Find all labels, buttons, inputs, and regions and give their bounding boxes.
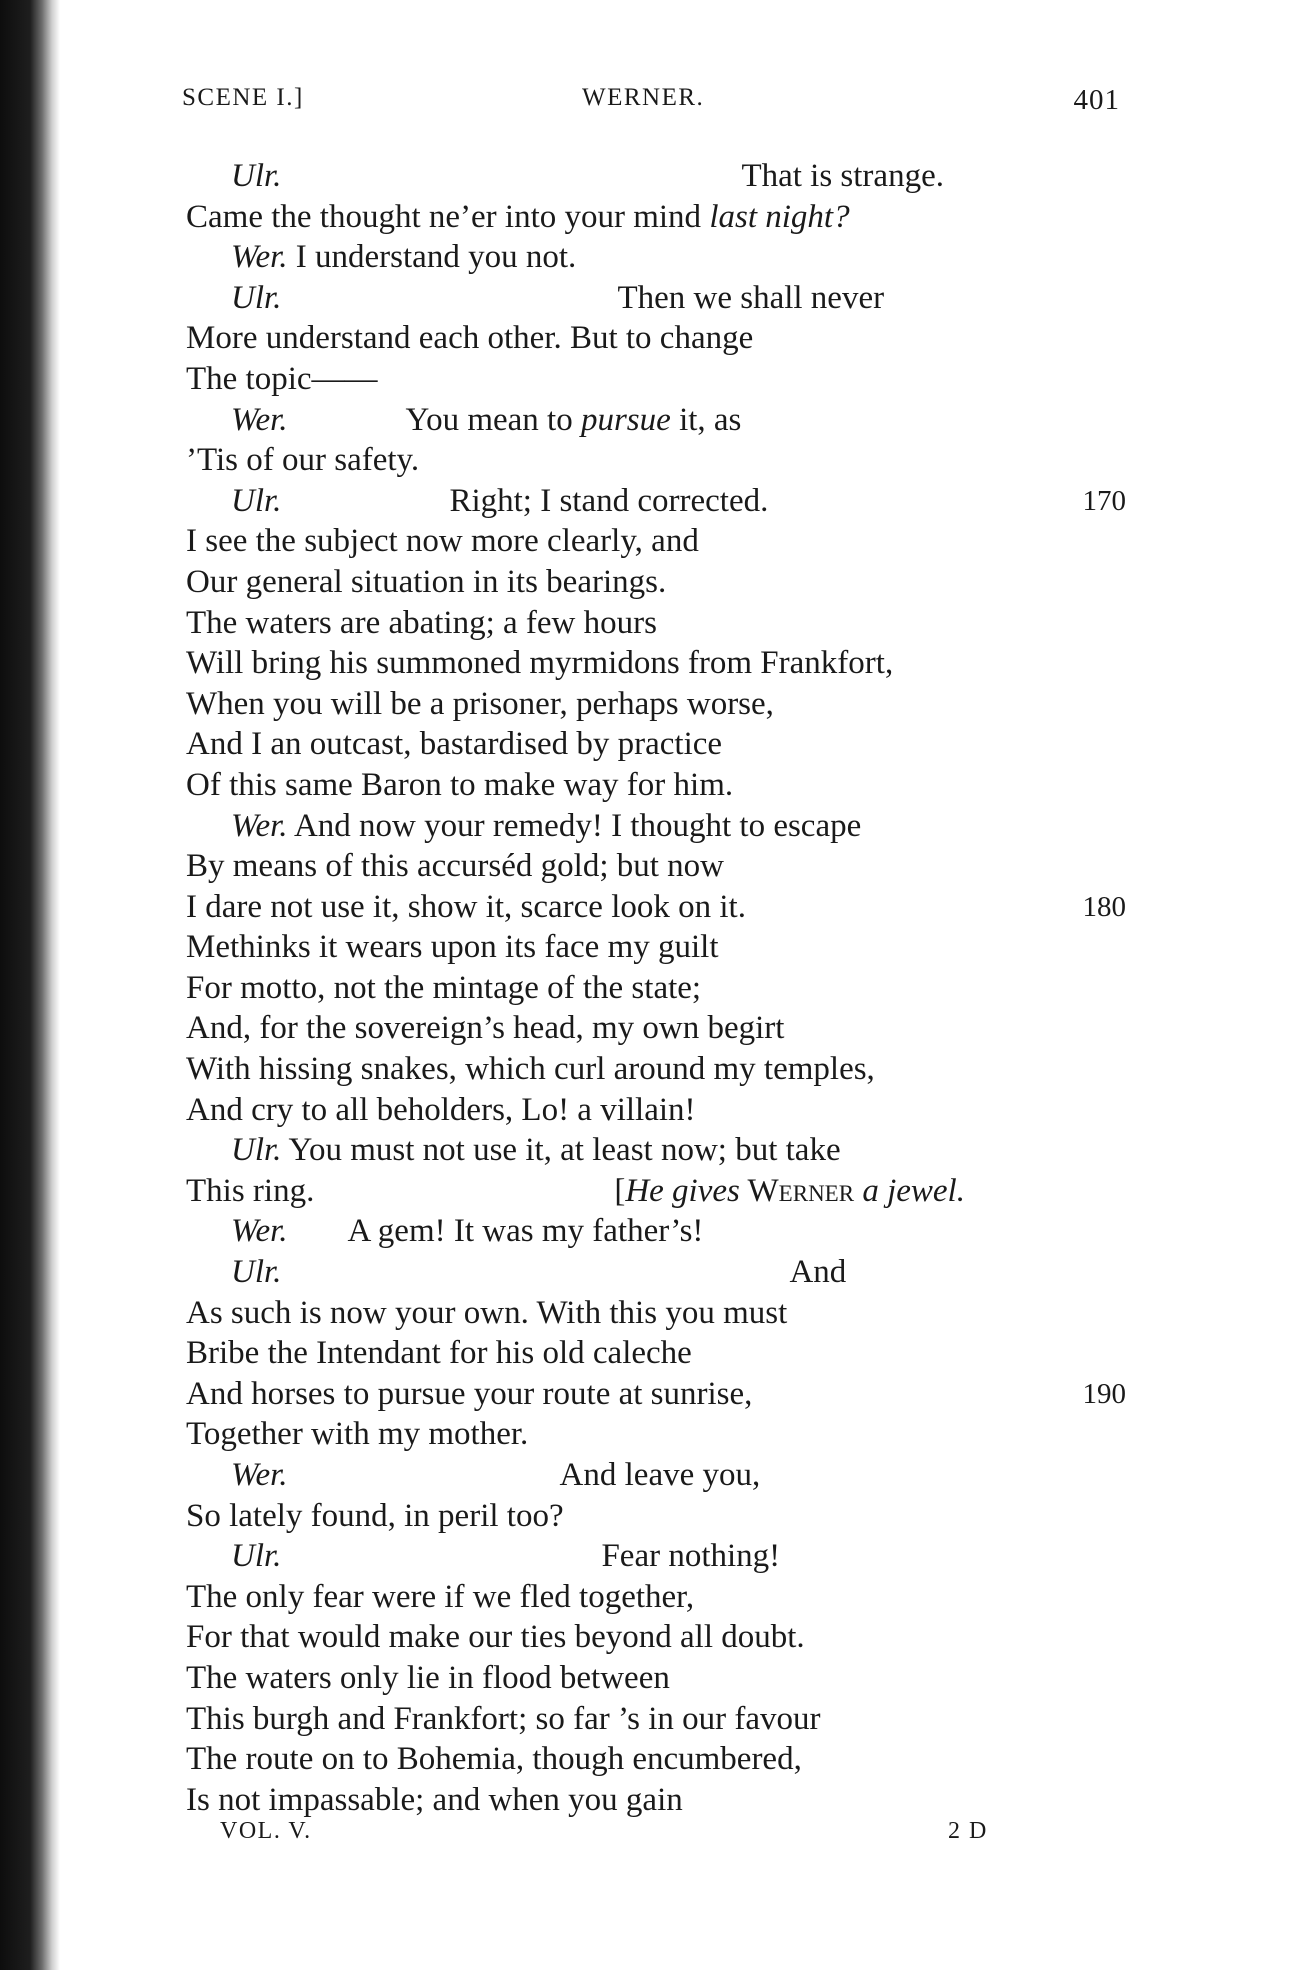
speaker: Ulr. bbox=[231, 482, 282, 519]
verse-line bbox=[186, 1617, 1126, 1658]
line-text: For that would make our ties beyond all doubt. bbox=[186, 1619, 805, 1656]
running-header bbox=[182, 84, 1120, 124]
line-text: With hissing snakes, which curl around my temples, bbox=[186, 1051, 875, 1088]
verse-line bbox=[186, 1252, 1126, 1293]
verse-line bbox=[186, 927, 1126, 968]
verse-line bbox=[186, 1130, 1126, 1171]
verse-line bbox=[186, 603, 1126, 644]
stage-direction-bracket: [ bbox=[614, 1172, 626, 1209]
verse-line bbox=[186, 359, 1126, 400]
line-text: it, as bbox=[670, 401, 742, 438]
line-text: Of this same Baron to make way for him. bbox=[186, 766, 734, 803]
line-text: That is strange. bbox=[741, 158, 944, 194]
line-text: Together with my mother. bbox=[186, 1416, 529, 1453]
line-text: And now your remedy! I thought to escape bbox=[287, 807, 862, 844]
line-text: The waters only lie in flood between bbox=[186, 1659, 670, 1696]
stage-direction-name: Werner bbox=[739, 1172, 863, 1209]
verse-line bbox=[186, 1455, 1126, 1496]
verse-line bbox=[186, 806, 1126, 847]
line-text: When you will be a prisoner, perhaps worse, bbox=[186, 685, 774, 722]
line-number: 170 bbox=[1082, 484, 1126, 517]
verse-line bbox=[186, 1008, 1126, 1049]
line-text: And horses to pursue your route at sunrise, bbox=[186, 1375, 753, 1412]
speaker: Ulr. bbox=[231, 158, 282, 194]
line-text: As such is now your own. With this you must bbox=[186, 1294, 788, 1331]
speaker: Wer. bbox=[231, 1213, 288, 1250]
verse-line bbox=[186, 887, 1126, 928]
verse-line bbox=[186, 1414, 1126, 1455]
line-text: And bbox=[789, 1254, 847, 1291]
verse-line bbox=[186, 237, 1126, 278]
page-footer bbox=[220, 1818, 1020, 1858]
speaker: Ulr. bbox=[231, 1132, 282, 1169]
verse-line bbox=[186, 846, 1126, 887]
verse-line bbox=[186, 440, 1126, 481]
verse-line bbox=[186, 968, 1126, 1009]
verse-line bbox=[186, 156, 1126, 197]
line-text: This burgh and Frankfort; so far ’s in our favour bbox=[186, 1700, 821, 1737]
page-number: 401 bbox=[1073, 84, 1120, 116]
line-text: Is not impassable; and when you gain bbox=[186, 1781, 683, 1818]
verse-line bbox=[186, 197, 1126, 238]
verse-line bbox=[186, 1049, 1126, 1090]
speaker: Wer. bbox=[231, 401, 288, 438]
line-text: I see the subject now more clearly, and bbox=[186, 523, 699, 560]
line-text: Bribe the Intendant for his old caleche bbox=[186, 1335, 692, 1372]
line-text: So lately found, in peril too? bbox=[186, 1497, 564, 1534]
line-text: ’Tis of our safety. bbox=[186, 442, 420, 479]
volume-label: VOL. V. bbox=[220, 1818, 312, 1844]
verse-line bbox=[186, 1333, 1126, 1374]
line-text: More understand each other. But to change bbox=[186, 320, 754, 357]
speaker: Ulr. bbox=[231, 279, 282, 316]
running-head-left: SCENE I.] bbox=[182, 84, 304, 111]
verse-line bbox=[186, 1293, 1126, 1334]
stage-direction: He gives bbox=[625, 1172, 740, 1209]
line-text: Methinks it wears upon its face my guilt bbox=[186, 929, 719, 966]
line-text: For motto, not the mintage of the state; bbox=[186, 969, 702, 1006]
line-text: Will bring his summoned myrmidons from Frankfort, bbox=[186, 645, 894, 682]
verse-line bbox=[186, 278, 1126, 319]
verse-line bbox=[186, 1171, 1126, 1212]
verse-line bbox=[186, 643, 1126, 684]
signature-mark: 2 D bbox=[948, 1818, 988, 1844]
line-text: I dare not use it, show it, scarce look on it. bbox=[186, 888, 746, 925]
line-text: Our general situation in its bearings. bbox=[186, 563, 667, 600]
verse-line bbox=[186, 318, 1126, 359]
verse-line bbox=[186, 1699, 1126, 1740]
speaker: Wer. bbox=[231, 807, 288, 844]
line-text: You must not use it, at least now; but take bbox=[281, 1132, 841, 1169]
line-text: The only fear were if we fled together, bbox=[186, 1578, 695, 1615]
line-text: And cry to all beholders, Lo! a villain! bbox=[186, 1091, 696, 1128]
speaker: Wer. bbox=[231, 239, 288, 276]
verse-line bbox=[186, 724, 1126, 765]
line-text: The topic—— bbox=[186, 360, 378, 397]
verse-line bbox=[186, 1536, 1126, 1577]
verse-line bbox=[186, 1211, 1126, 1252]
line-emphasis: pursue bbox=[580, 401, 671, 438]
verse-line bbox=[186, 521, 1126, 562]
line-text: And leave you, bbox=[559, 1457, 761, 1493]
verse-line bbox=[186, 684, 1126, 725]
speaker: Wer. bbox=[231, 1457, 288, 1493]
line-text: Then we shall never bbox=[617, 279, 885, 316]
line-text: Right; I stand corrected. bbox=[449, 482, 769, 519]
line-text: This ring. bbox=[186, 1172, 315, 1209]
speaker: Ulr. bbox=[231, 1254, 282, 1291]
line-emphasis: last night? bbox=[709, 198, 850, 235]
line-text: The route on to Bohemia, though encumbered, bbox=[186, 1741, 802, 1778]
verse-line bbox=[186, 562, 1126, 603]
line-number: 190 bbox=[1082, 1377, 1126, 1410]
line-text: Fear nothing! bbox=[601, 1538, 781, 1575]
line-text: You mean to bbox=[405, 401, 581, 438]
verse-line bbox=[186, 1374, 1126, 1415]
verse-line bbox=[186, 1496, 1126, 1537]
stage-direction: a jewel. bbox=[862, 1172, 965, 1209]
line-text: The waters are abating; a few hours bbox=[186, 604, 657, 641]
verse-text bbox=[186, 156, 1126, 1820]
verse-line bbox=[186, 1090, 1126, 1131]
line-text: A gem! It was my father’s! bbox=[347, 1213, 704, 1250]
line-text: By means of this accurséd gold; but now bbox=[186, 848, 724, 885]
line-number: 180 bbox=[1082, 890, 1126, 923]
verse-line bbox=[186, 400, 1126, 441]
line-text: And I an outcast, bastardised by practice bbox=[186, 726, 723, 763]
verse-line bbox=[186, 1739, 1126, 1780]
verse-line bbox=[186, 1577, 1126, 1618]
line-text: Came the thought ne’er into your mind bbox=[186, 198, 710, 235]
verse-line bbox=[186, 481, 1126, 522]
verse-line bbox=[186, 1780, 1126, 1821]
book-spine-shadow bbox=[0, 0, 60, 1970]
speaker: Ulr. bbox=[231, 1538, 282, 1575]
line-text: And, for the sovereign’s head, my own begirt bbox=[186, 1010, 785, 1047]
line-text: I understand you not. bbox=[287, 239, 577, 276]
running-head-title: WERNER. bbox=[582, 84, 705, 111]
verse-line bbox=[186, 1658, 1126, 1699]
verse-line bbox=[186, 765, 1126, 806]
